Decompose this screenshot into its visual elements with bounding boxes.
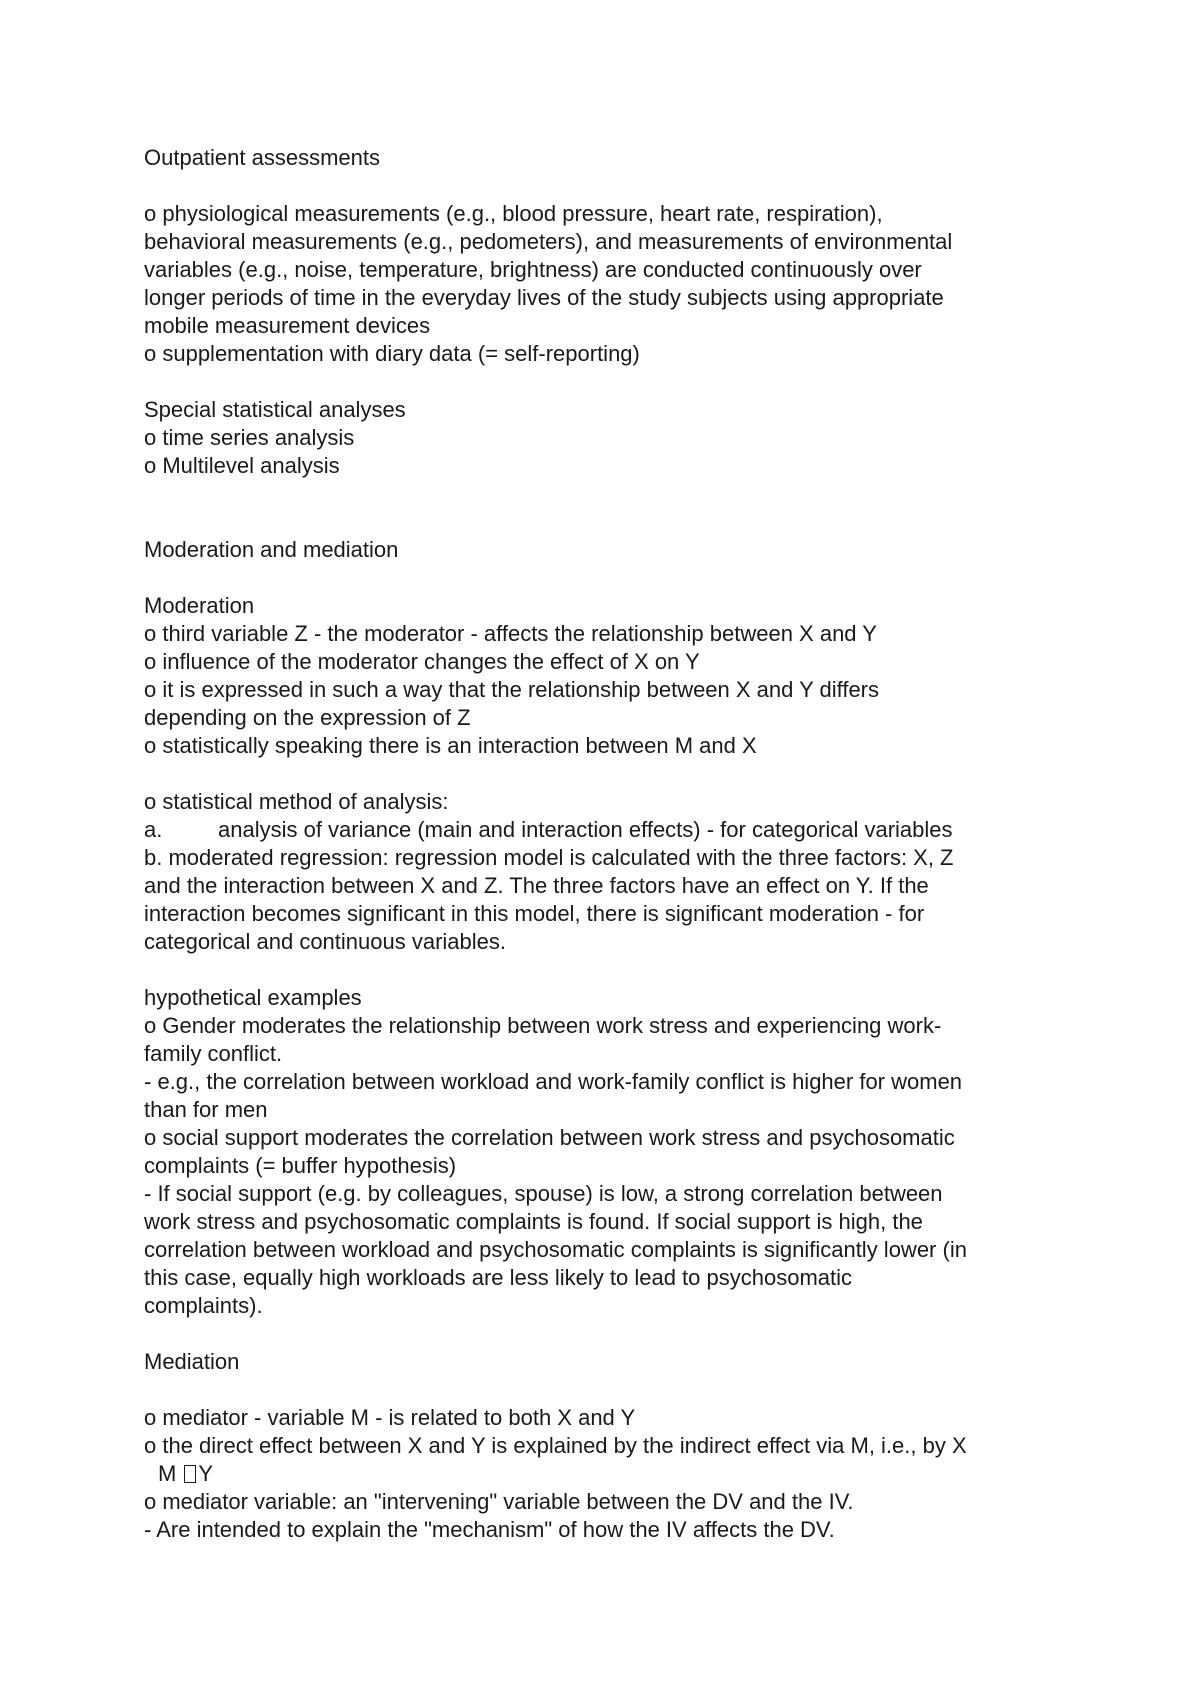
special-analyses-item: o Multilevel analysis [144, 453, 340, 478]
method-item-b-line: b. moderated regression: regression model is calculated with the three factors: X, Z [144, 845, 954, 870]
examples-line: correlation between workload and psychosomatic complaints is significantly lower (in [144, 1237, 967, 1262]
spacer [144, 956, 1084, 984]
spacer [144, 760, 1084, 788]
examples-line: this case, equally high workloads are less likely to lead to psychosomatic [144, 1265, 853, 1290]
examples-line: work stress and psychosomatic complaints is found. If social support is high, the [144, 1209, 923, 1234]
moderation-heading: Moderation [144, 593, 255, 618]
mediation-line: o mediator variable: an "intervening" variable between the DV and the IV. [144, 1489, 854, 1514]
outpatient-text-line: mobile measurement devices [144, 313, 431, 338]
mediation-line: o mediator - variable M - is related to both X and Y [144, 1405, 636, 1430]
examples-line: o social support moderates the correlation between work stress and psychosomatic [144, 1125, 955, 1150]
spacer [144, 480, 1084, 536]
examples-line: - If social support (e.g. by colleagues, spouse) is low, a strong correlation between [144, 1181, 943, 1206]
examples-line: family conflict. [144, 1041, 283, 1066]
method-item-a [144, 816, 1084, 844]
spacer [144, 172, 1084, 200]
method-item-a-marker: a. [144, 817, 163, 842]
mediation-line: - Are intended to explain the "mechanism" of how the IV affects the DV. [144, 1517, 835, 1542]
spacer [144, 564, 1084, 592]
moderation-mediation-heading: Moderation and mediation [144, 537, 399, 562]
outpatient-heading: Outpatient assessments [144, 145, 381, 170]
outpatient-text-line: o supplementation with diary data (= self-reporting) [144, 341, 640, 366]
method-item-b-line: categorical and continuous variables. [144, 929, 507, 954]
mediation-path-line [144, 1460, 1084, 1488]
moderation-line: o statistically speaking there is an interaction between M and X [144, 733, 757, 758]
spacer [144, 368, 1084, 396]
spacer [144, 1320, 1084, 1348]
document-page [144, 144, 1084, 1544]
moderation-line: o third variable Z - the moderator - affects the relationship between X and Y [144, 621, 877, 646]
outpatient-text-line: longer periods of time in the everyday lives of the study subjects using appropriate [144, 285, 944, 310]
mediation-heading: Mediation [144, 1349, 240, 1374]
spacer [144, 1376, 1084, 1404]
moderation-line: o it is expressed in such a way that the relationship between X and Y differs [144, 677, 880, 702]
examples-line: complaints). [144, 1293, 263, 1318]
method-item-a-text: analysis of variance (main and interaction effects) - for categorical variables [218, 817, 953, 842]
examples-line: than for men [144, 1097, 268, 1122]
examples-line: - e.g., the correlation between workload and work-family conflict is higher for women [144, 1069, 963, 1094]
method-item-b-line: interaction becomes significant in this model, there is significant moderation - for [144, 901, 925, 926]
mediation-path-m: M [158, 1461, 177, 1486]
outpatient-text-line: variables (e.g., noise, temperature, brightness) are conducted continuously over [144, 257, 922, 282]
method-item-b-line: and the interaction between X and Z. The three factors have an effect on Y. If the [144, 873, 929, 898]
method-heading: o statistical method of analysis: [144, 789, 449, 814]
moderation-line: depending on the expression of Z [144, 705, 471, 730]
special-analyses-heading: Special statistical analyses [144, 397, 406, 422]
mediation-path-y: Y [198, 1461, 214, 1486]
special-analyses-item: o time series analysis [144, 425, 355, 450]
examples-heading: hypothetical examples [144, 985, 362, 1010]
mediation-line: o the direct effect between X and Y is explained by the indirect effect via M, i.e., by X [144, 1433, 967, 1458]
moderation-line: o influence of the moderator changes the effect of X on Y [144, 649, 700, 674]
outpatient-text-line: behavioral measurements (e.g., pedometers), and measurements of environmental [144, 229, 953, 254]
examples-line: o Gender moderates the relationship between work stress and experiencing work- [144, 1013, 942, 1038]
outpatient-text-line: o physiological measurements (e.g., blood pressure, heart rate, respiration), [144, 201, 883, 226]
missing-glyph-icon [184, 1465, 196, 1483]
examples-line: complaints (= buffer hypothesis) [144, 1153, 457, 1178]
